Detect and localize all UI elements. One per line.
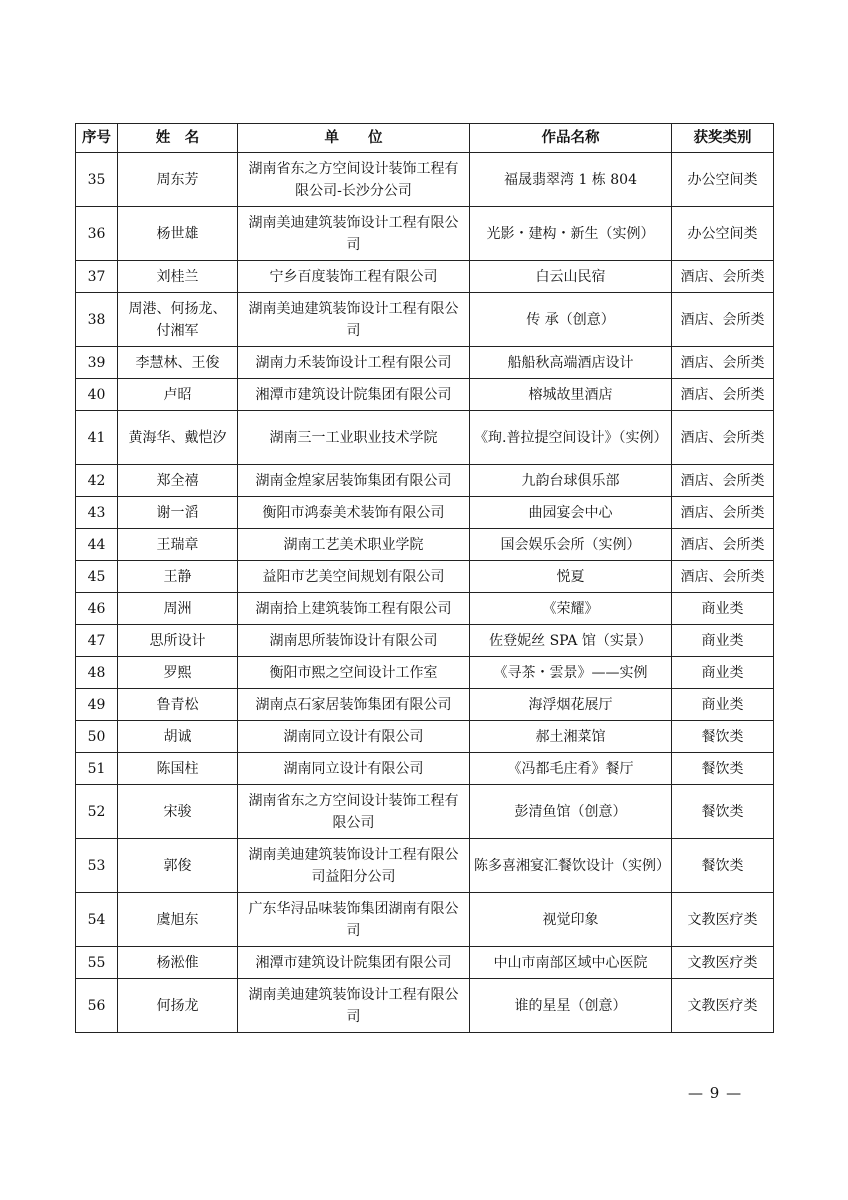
cell-unit: 湖南美迪建筑装饰设计工程有限公司 bbox=[238, 207, 470, 261]
cell-work-title: 《冯都毛庄肴》餐厅 bbox=[470, 753, 672, 785]
header-name: 姓 名 bbox=[118, 124, 238, 153]
cell-award-category: 餐饮类 bbox=[672, 785, 774, 839]
table-row bbox=[76, 947, 774, 979]
header-number: 序号 bbox=[76, 124, 118, 153]
cell-name: 思所设计 bbox=[118, 625, 238, 657]
table-header-row bbox=[76, 124, 774, 153]
cell-name: 王瑞章 bbox=[118, 529, 238, 561]
cell-award-category: 餐饮类 bbox=[672, 839, 774, 893]
cell-number: 50 bbox=[76, 721, 118, 753]
cell-work-title: 《寻茶・雲景》——实例 bbox=[470, 657, 672, 689]
header-award-category: 获奖类别 bbox=[672, 124, 774, 153]
cell-number: 41 bbox=[76, 411, 118, 465]
cell-work-title: 悦夏 bbox=[470, 561, 672, 593]
table-row bbox=[76, 465, 774, 497]
cell-award-category: 文教医疗类 bbox=[672, 893, 774, 947]
cell-work-title: 《荣耀》 bbox=[470, 593, 672, 625]
cell-unit: 湖南同立设计有限公司 bbox=[238, 721, 470, 753]
header-unit: 单 位 bbox=[238, 124, 470, 153]
cell-name: 郭俊 bbox=[118, 839, 238, 893]
cell-award-category: 酒店、会所类 bbox=[672, 497, 774, 529]
cell-name: 卢昭 bbox=[118, 379, 238, 411]
header-work-title: 作品名称 bbox=[470, 124, 672, 153]
cell-number: 56 bbox=[76, 979, 118, 1033]
cell-number: 42 bbox=[76, 465, 118, 497]
cell-work-title: 彭清鱼馆（创意） bbox=[470, 785, 672, 839]
table-row bbox=[76, 657, 774, 689]
table-row bbox=[76, 347, 774, 379]
cell-award-category: 商业类 bbox=[672, 657, 774, 689]
table-row bbox=[76, 529, 774, 561]
cell-unit: 湖南三一工业职业技术学院 bbox=[238, 411, 470, 465]
cell-unit: 衡阳市鸿泰美术装饰有限公司 bbox=[238, 497, 470, 529]
cell-work-title: 九韵台球俱乐部 bbox=[470, 465, 672, 497]
cell-name: 周东芳 bbox=[118, 153, 238, 207]
cell-award-category: 餐饮类 bbox=[672, 753, 774, 785]
cell-award-category: 酒店、会所类 bbox=[672, 293, 774, 347]
cell-unit: 湖南金煌家居装饰集团有限公司 bbox=[238, 465, 470, 497]
cell-award-category: 餐饮类 bbox=[672, 721, 774, 753]
cell-award-category: 酒店、会所类 bbox=[672, 529, 774, 561]
cell-unit: 湖南拾上建筑装饰工程有限公司 bbox=[238, 593, 470, 625]
page-number: — 9 — bbox=[688, 1084, 743, 1102]
cell-unit: 湖南力禾装饰设计工程有限公司 bbox=[238, 347, 470, 379]
cell-number: 47 bbox=[76, 625, 118, 657]
cell-unit: 益阳市艺美空间规划有限公司 bbox=[238, 561, 470, 593]
table-row bbox=[76, 689, 774, 721]
table-row bbox=[76, 293, 774, 347]
cell-award-category: 酒店、会所类 bbox=[672, 561, 774, 593]
cell-unit: 湖南点石家居装饰集团有限公司 bbox=[238, 689, 470, 721]
cell-work-title: 中山市南部区域中心医院 bbox=[470, 947, 672, 979]
table-body bbox=[76, 153, 774, 1033]
cell-name: 胡诚 bbox=[118, 721, 238, 753]
cell-name: 杨淞倠 bbox=[118, 947, 238, 979]
cell-work-title: 光影・建构・新生（实例） bbox=[470, 207, 672, 261]
cell-name: 杨世雄 bbox=[118, 207, 238, 261]
cell-award-category: 商业类 bbox=[672, 625, 774, 657]
cell-work-title: 榕城故里酒店 bbox=[470, 379, 672, 411]
table-row bbox=[76, 625, 774, 657]
cell-name: 何扬龙 bbox=[118, 979, 238, 1033]
table-row bbox=[76, 979, 774, 1033]
cell-number: 46 bbox=[76, 593, 118, 625]
cell-number: 36 bbox=[76, 207, 118, 261]
cell-award-category: 办公空间类 bbox=[672, 207, 774, 261]
cell-work-title: 白云山民宿 bbox=[470, 261, 672, 293]
table-row bbox=[76, 721, 774, 753]
cell-number: 52 bbox=[76, 785, 118, 839]
cell-work-title: 曲园宴会中心 bbox=[470, 497, 672, 529]
table-row bbox=[76, 411, 774, 465]
cell-name: 李慧林、王俊 bbox=[118, 347, 238, 379]
cell-award-category: 酒店、会所类 bbox=[672, 379, 774, 411]
cell-name: 刘桂兰 bbox=[118, 261, 238, 293]
cell-number: 49 bbox=[76, 689, 118, 721]
table-row bbox=[76, 561, 774, 593]
cell-number: 45 bbox=[76, 561, 118, 593]
cell-number: 38 bbox=[76, 293, 118, 347]
table-row bbox=[76, 153, 774, 207]
table-row bbox=[76, 839, 774, 893]
cell-award-category: 商业类 bbox=[672, 593, 774, 625]
cell-work-title: 国会娱乐会所（实例） bbox=[470, 529, 672, 561]
table-row bbox=[76, 379, 774, 411]
cell-number: 54 bbox=[76, 893, 118, 947]
cell-award-category: 酒店、会所类 bbox=[672, 411, 774, 465]
cell-unit: 湖南省东之方空间设计装饰工程有限公司 bbox=[238, 785, 470, 839]
cell-name: 王静 bbox=[118, 561, 238, 593]
cell-number: 44 bbox=[76, 529, 118, 561]
table-row bbox=[76, 893, 774, 947]
cell-work-title: 郝土湘菜馆 bbox=[470, 721, 672, 753]
cell-number: 37 bbox=[76, 261, 118, 293]
cell-name: 黄海华、戴恺汐 bbox=[118, 411, 238, 465]
cell-number: 55 bbox=[76, 947, 118, 979]
cell-unit: 湘潭市建筑设计院集团有限公司 bbox=[238, 947, 470, 979]
cell-unit: 广东华浔品味装饰集团湖南有限公司 bbox=[238, 893, 470, 947]
cell-name: 周洲 bbox=[118, 593, 238, 625]
cell-award-category: 文教医疗类 bbox=[672, 979, 774, 1033]
cell-name: 虞旭东 bbox=[118, 893, 238, 947]
cell-number: 35 bbox=[76, 153, 118, 207]
cell-work-title: 佐登妮丝 SPA 馆（实景） bbox=[470, 625, 672, 657]
cell-name: 谢一滔 bbox=[118, 497, 238, 529]
table-row bbox=[76, 753, 774, 785]
cell-name: 郑全禧 bbox=[118, 465, 238, 497]
cell-unit: 湖南同立设计有限公司 bbox=[238, 753, 470, 785]
cell-unit: 湖南美迪建筑装饰设计工程有限公司益阳分公司 bbox=[238, 839, 470, 893]
cell-work-title: 视觉印象 bbox=[470, 893, 672, 947]
cell-unit: 湖南工艺美术职业学院 bbox=[238, 529, 470, 561]
cell-number: 48 bbox=[76, 657, 118, 689]
table-row bbox=[76, 785, 774, 839]
cell-unit: 宁乡百度装饰工程有限公司 bbox=[238, 261, 470, 293]
cell-award-category: 酒店、会所类 bbox=[672, 261, 774, 293]
cell-number: 53 bbox=[76, 839, 118, 893]
cell-work-title: 传 承（创意） bbox=[470, 293, 672, 347]
cell-work-title: 福晟翡翠湾 1 栋 804 bbox=[470, 153, 672, 207]
cell-work-title: 陈多喜湘宴汇餐饮设计（实例） bbox=[470, 839, 672, 893]
table-row bbox=[76, 497, 774, 529]
cell-work-title: 海浮烟花展厅 bbox=[470, 689, 672, 721]
cell-award-category: 商业类 bbox=[672, 689, 774, 721]
cell-name: 鲁青松 bbox=[118, 689, 238, 721]
table-row bbox=[76, 261, 774, 293]
cell-award-category: 酒店、会所类 bbox=[672, 347, 774, 379]
cell-name: 罗熙 bbox=[118, 657, 238, 689]
cell-unit: 湖南省东之方空间设计装饰工程有限公司-长沙分公司 bbox=[238, 153, 470, 207]
cell-name: 宋骏 bbox=[118, 785, 238, 839]
cell-unit: 湖南美迪建筑装饰设计工程有限公司 bbox=[238, 979, 470, 1033]
table-row bbox=[76, 593, 774, 625]
cell-award-category: 办公空间类 bbox=[672, 153, 774, 207]
cell-name: 周港、何扬龙、付湘军 bbox=[118, 293, 238, 347]
cell-unit: 衡阳市熙之空间设计工作室 bbox=[238, 657, 470, 689]
award-table bbox=[75, 123, 774, 1033]
cell-work-title: 船船秋高端酒店设计 bbox=[470, 347, 672, 379]
cell-award-category: 酒店、会所类 bbox=[672, 465, 774, 497]
cell-unit: 湘潭市建筑设计院集团有限公司 bbox=[238, 379, 470, 411]
cell-number: 51 bbox=[76, 753, 118, 785]
cell-number: 40 bbox=[76, 379, 118, 411]
cell-name: 陈国柱 bbox=[118, 753, 238, 785]
cell-work-title: 《珣.普拉提空间设计》（实例） bbox=[470, 411, 672, 465]
cell-award-category: 文教医疗类 bbox=[672, 947, 774, 979]
cell-work-title: 谁的星星（创意） bbox=[470, 979, 672, 1033]
cell-unit: 湖南思所装饰设计有限公司 bbox=[238, 625, 470, 657]
cell-number: 43 bbox=[76, 497, 118, 529]
cell-unit: 湖南美迪建筑装饰设计工程有限公司 bbox=[238, 293, 470, 347]
table-row bbox=[76, 207, 774, 261]
cell-number: 39 bbox=[76, 347, 118, 379]
